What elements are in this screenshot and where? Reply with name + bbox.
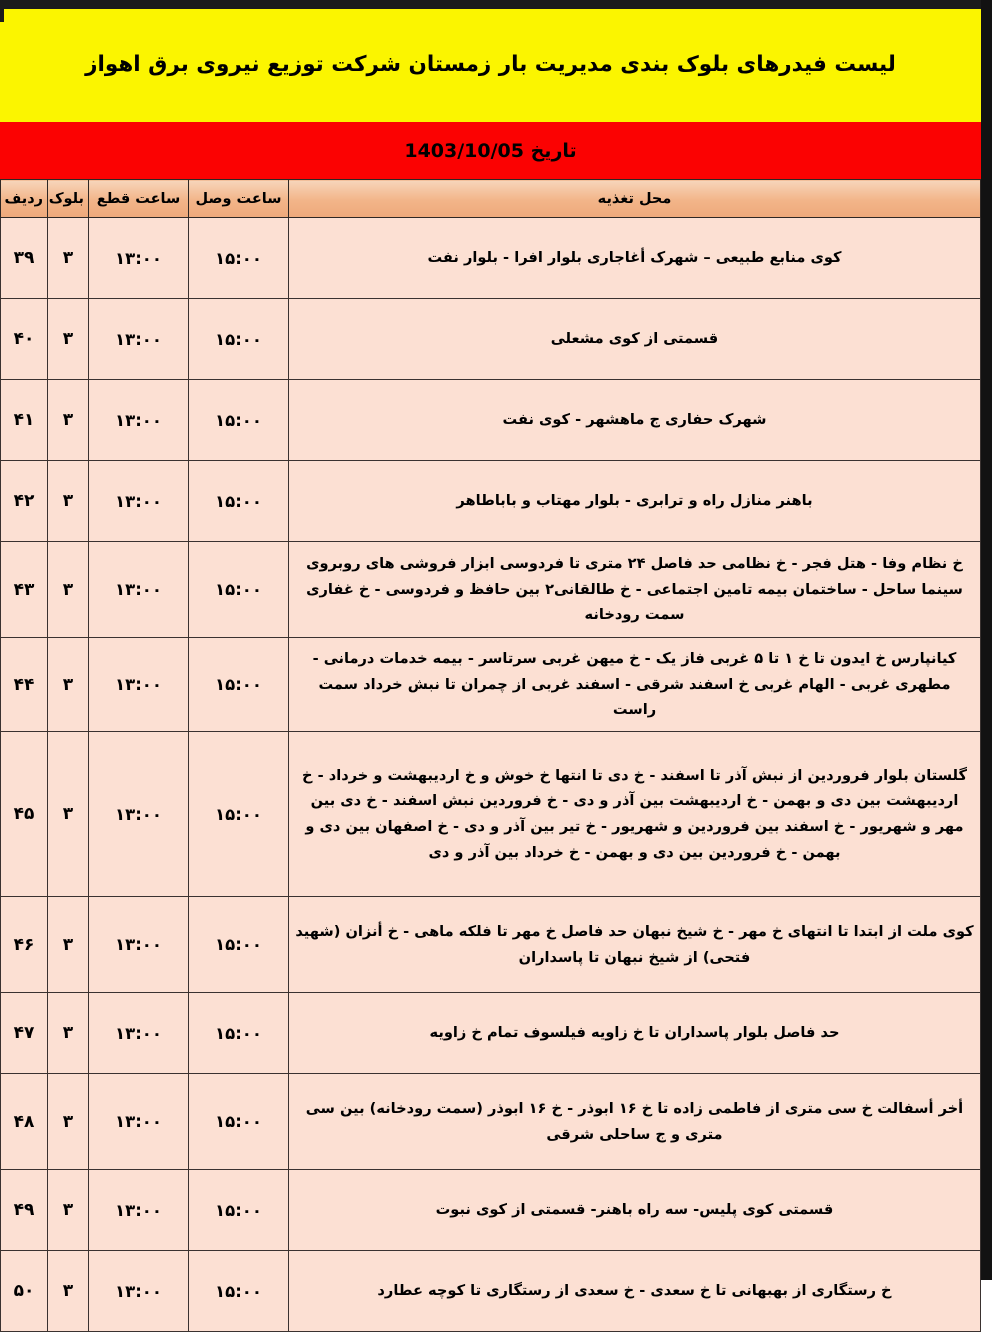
cell-cut-time: ۱۳:۰۰ [89, 1074, 189, 1170]
table-body [1, 218, 981, 1332]
cell-block: ۳ [48, 1170, 89, 1251]
cell-cut-time: ۱۳:۰۰ [89, 897, 189, 993]
table-row [1, 897, 981, 993]
column-header-block: بلوک [48, 180, 89, 218]
table-row [1, 638, 981, 732]
cell-supply-location: خ نظام وفا - هتل فجر - خ نظامی حد فاصل ۲۴ متری تا فردوسی ابزار فروشی های روبروی سینما ساحل - ساختمان بیمه تامین اجتماعی - خ طالقانی۲ بین حافظ و فردوسی - خ غفاری سمت رودخانه [289, 542, 981, 638]
cell-row-number: ۴۰ [1, 299, 48, 380]
scan-edge-right [981, 0, 992, 1280]
cell-supply-location: باهنر منازل راه و ترابری - بلوار مهتاب و باباطاهر [289, 461, 981, 542]
scan-edge-top [0, 0, 992, 9]
cell-cut-time: ۱۳:۰۰ [89, 299, 189, 380]
cell-block: ۳ [48, 1074, 89, 1170]
cell-restore-time: ۱۵:۰۰ [189, 542, 289, 638]
cell-block: ۳ [48, 993, 89, 1074]
cell-restore-time: ۱۵:۰۰ [189, 1170, 289, 1251]
cell-supply-location: شهرک حفاری ج ماهشهر - کوی نفت [289, 380, 981, 461]
table-row [1, 380, 981, 461]
cell-block: ۳ [48, 897, 89, 993]
table-row [1, 542, 981, 638]
table-row [1, 993, 981, 1074]
cell-row-number: ۴۳ [1, 542, 48, 638]
cell-row-number: ۴۴ [1, 638, 48, 732]
column-header-supply-location: محل تغذیه [289, 180, 981, 218]
table-row [1, 218, 981, 299]
cell-cut-time: ۱۳:۰۰ [89, 461, 189, 542]
cell-cut-time: ۱۳:۰۰ [89, 993, 189, 1074]
outage-schedule-table [0, 179, 981, 1332]
date-banner [0, 122, 981, 179]
cell-cut-time: ۱۳:۰۰ [89, 380, 189, 461]
cell-row-number: ۳۹ [1, 218, 48, 299]
cell-block: ۳ [48, 380, 89, 461]
column-header-row-number: ردیف [1, 180, 48, 218]
cell-block: ۳ [48, 461, 89, 542]
cell-restore-time: ۱۵:۰۰ [189, 218, 289, 299]
table-row [1, 1170, 981, 1251]
table-row [1, 1074, 981, 1170]
table-row [1, 1251, 981, 1332]
cell-restore-time: ۱۵:۰۰ [189, 380, 289, 461]
column-header-restore-time: ساعت وصل [189, 180, 289, 218]
cell-row-number: ۴۵ [1, 732, 48, 897]
cell-restore-time: ۱۵:۰۰ [189, 897, 289, 993]
cell-restore-time: ۱۵:۰۰ [189, 461, 289, 542]
cell-block: ۳ [48, 542, 89, 638]
cell-supply-location: کوی ملت از ابتدا تا انتهای خ مهر - خ شیخ نبهان حد فاصل خ مهر تا فلکه ماهی - خ أنزان (شهید فتحی) از شیخ نبهان تا پاسداران [289, 897, 981, 993]
cell-restore-time: ۱۵:۰۰ [189, 732, 289, 897]
cell-row-number: ۴۱ [1, 380, 48, 461]
cell-restore-time: ۱۵:۰۰ [189, 1074, 289, 1170]
cell-cut-time: ۱۳:۰۰ [89, 218, 189, 299]
cell-restore-time: ۱۵:۰۰ [189, 993, 289, 1074]
cell-cut-time: ۱۳:۰۰ [89, 732, 189, 897]
cell-row-number: ۴۷ [1, 993, 48, 1074]
cell-row-number: ۴۶ [1, 897, 48, 993]
cell-row-number: ۴۲ [1, 461, 48, 542]
cell-supply-location: کیانپارس خ ایدون تا خ ۱ تا ۵ غربی فاز یک - خ میهن غربی سرتاسر - بیمه خدمات درمانی - مطهری غربی - الهام غربی خ اسفند شرقی - اسفند غربی از چمران تا نبش خرداد سمت راست [289, 638, 981, 732]
cell-row-number: ۴۸ [1, 1074, 48, 1170]
page-title: لیست فیدرهای بلوک بندی مدیریت بار زمستان شرکت توزیع نیروی برق اهواز [85, 52, 896, 78]
cell-block: ۳ [48, 732, 89, 897]
cell-cut-time: ۱۳:۰۰ [89, 1251, 189, 1332]
scan-edge-left [0, 0, 4, 22]
table-row [1, 299, 981, 380]
schedule-date: تاریخ 1403/10/05 [404, 139, 577, 162]
cell-block: ۳ [48, 638, 89, 732]
table-row [1, 732, 981, 897]
cell-block: ۳ [48, 299, 89, 380]
cell-supply-location: حد فاصل بلوار پاسداران تا خ زاویه فیلسوف تمام خ زاویه [289, 993, 981, 1074]
cell-supply-location: قسمتی از کوی مشعلی [289, 299, 981, 380]
cell-supply-location: گلستان بلوار فروردین از نبش آذر تا اسفند - خ دی تا انتها خ خوش و خ اردیبهشت و خرداد - خ اردیبهشت بین دی و بهمن - خ اردیبهشت بین آذر و دی - خ فروردین نبش اسفند - خ دی بین مهر و شهریور - خ اسفند بین فروردین و شهریور - خ تیر بین آذر و دی - خ اصفهان بین دی و بهمن - خ فروردین بین دی و بهمن - خ خرداد بین آذر و دی [289, 732, 981, 897]
cell-row-number: ۵۰ [1, 1251, 48, 1332]
cell-cut-time: ۱۳:۰۰ [89, 542, 189, 638]
cell-restore-time: ۱۵:۰۰ [189, 1251, 289, 1332]
cell-block: ۳ [48, 1251, 89, 1332]
cell-block: ۳ [48, 218, 89, 299]
cell-row-number: ۴۹ [1, 1170, 48, 1251]
document-sheet [0, 9, 981, 1301]
cell-restore-time: ۱۵:۰۰ [189, 299, 289, 380]
table-row [1, 461, 981, 542]
cell-supply-location: کوی منابع طبیعی – شهرک أغاجاری بلوار افرا - بلوار نفت [289, 218, 981, 299]
cell-restore-time: ۱۵:۰۰ [189, 638, 289, 732]
table-header-row [1, 180, 981, 218]
title-banner [0, 9, 981, 122]
cell-supply-location: أخر أسفالت خ سی متری از فاطمی زاده تا خ ۱۶ ابوذر - خ ۱۶ ابوذر (سمت رودخانه) بین سی متری و ج ساحلی شرقی [289, 1074, 981, 1170]
column-header-cut-time: ساعت قطع [89, 180, 189, 218]
cell-cut-time: ۱۳:۰۰ [89, 1170, 189, 1251]
cell-supply-location: خ رستگاری از بهبهانی تا خ سعدی - خ سعدی از رستگاری تا کوچه عطارد [289, 1251, 981, 1332]
cell-supply-location: قسمتی کوی پلیس- سه راه باهنر- قسمتی از کوی نبوت [289, 1170, 981, 1251]
cell-cut-time: ۱۳:۰۰ [89, 638, 189, 732]
